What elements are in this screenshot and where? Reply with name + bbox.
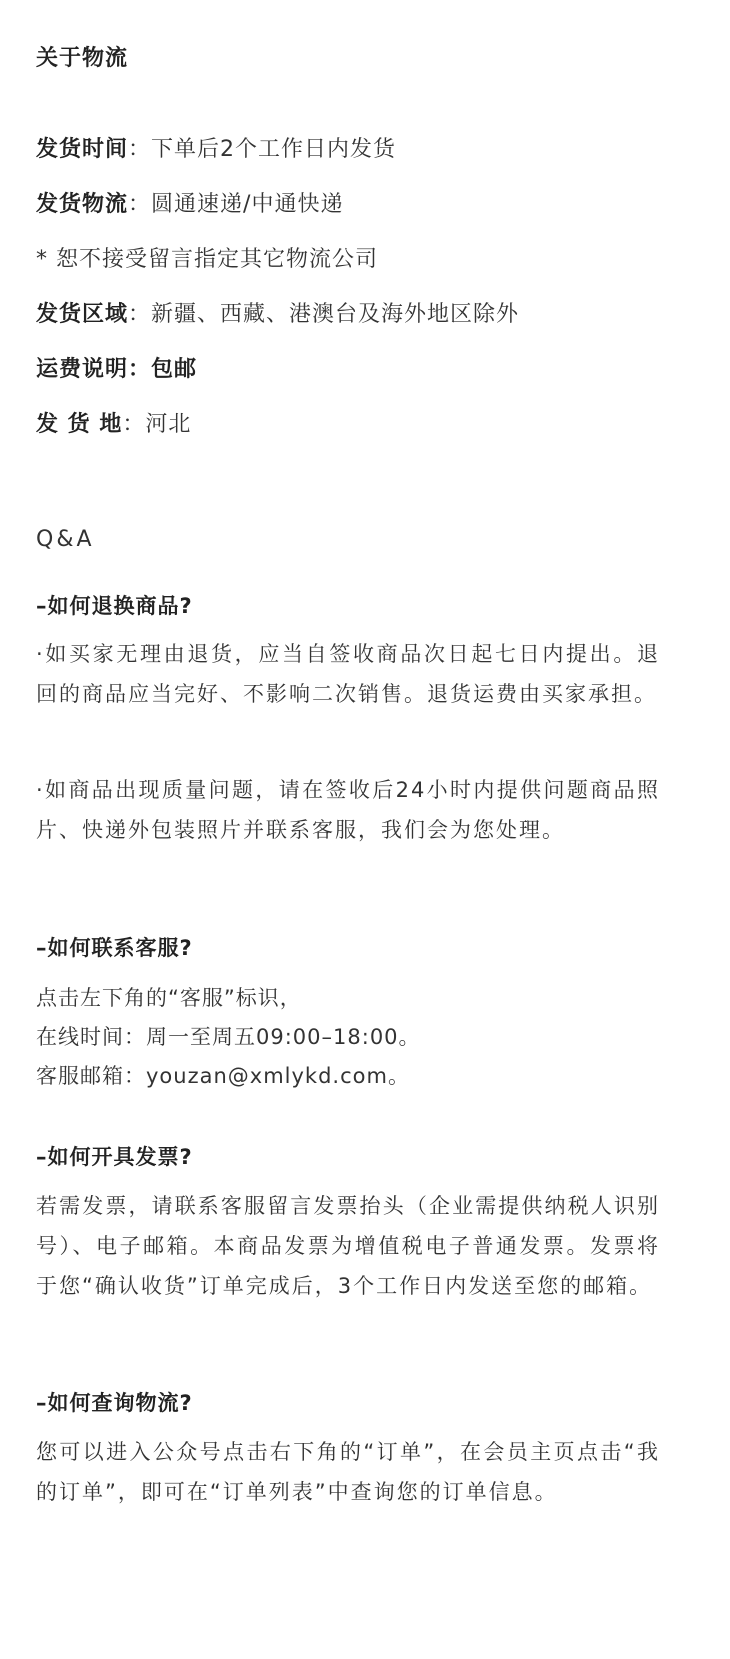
carrier-note-text: * 恕不接受留言指定其它物流公司 [36, 247, 378, 272]
fee-label: 运费说明 [36, 357, 129, 382]
region-value: 新疆、西藏、港澳台及海外地区除外 [151, 302, 520, 327]
qa-question-tracking: –如何查询物流? [36, 1391, 193, 1415]
qa-contact-line-hours: 在线时间：周一至周五09:00–18:00。 [36, 1025, 421, 1049]
qa-contact-line-email: 客服邮箱：youzan@xmlykd.com。 [36, 1064, 410, 1088]
ship-time-separator: ： [128, 137, 152, 162]
qa-question-contact: –如何联系客服? [36, 936, 193, 960]
qa-section-title: Q&A [36, 527, 95, 552]
carrier-value: 圆通速递/中通快递 [151, 192, 344, 217]
carrier-label: 发货物流 [36, 192, 129, 217]
shipping-carrier-note [36, 249, 378, 271]
qa-answer-returns-quality: ·如商品出现质量问题，请在签收后24小时内提供问题商品照片、快递外包装照片并联系客服，我们会为您处理。 [36, 778, 660, 842]
shipping-row-origin [36, 414, 191, 436]
qa-answer-returns-no-reason: ·如买家无理由退货，应当自签收商品次日起七日内提出。退回的商品应当完好、不影响二次销售。退货运费由买家承担。 [36, 642, 660, 706]
origin-separator: ： [122, 412, 146, 437]
origin-label: 发 货 地 [36, 412, 123, 437]
shipping-row-fee [36, 359, 197, 381]
ship-time-value: 下单后2个工作日内发货 [151, 137, 397, 162]
carrier-separator: ： [128, 192, 152, 217]
shipping-section-title: 关于物流 [36, 46, 129, 71]
ship-time-label: 发货时间 [36, 137, 129, 162]
origin-value: 河北 [145, 412, 192, 437]
qa-answer-invoice: 若需发票，请联系客服留言发票抬头（企业需提供纳税人识别号）、电子邮箱。本商品发票为增值税电子普通发票。发票将于您“确认收货”订单完成后，3个工作日内发送至您的邮箱。 [36, 1194, 660, 1298]
shipping-row-ship-time [36, 139, 396, 161]
qa-contact-line-service-icon: 点击左下角的“客服”标识， [36, 986, 302, 1010]
fee-separator: ： [128, 357, 152, 382]
qa-answer-tracking: 您可以进入公众号点击右下角的“订单”，在会员主页点击“我的订单”，即可在“订单列表”中查询您的订单信息。 [36, 1440, 660, 1504]
qa-question-invoice: –如何开具发票? [36, 1145, 193, 1169]
shipping-row-region [36, 304, 519, 326]
region-separator: ： [128, 302, 152, 327]
qa-question-returns: –如何退换商品? [36, 594, 193, 618]
shipping-row-carrier [36, 194, 343, 216]
region-label: 发货区域 [36, 302, 129, 327]
fee-value: 包邮 [151, 357, 198, 382]
